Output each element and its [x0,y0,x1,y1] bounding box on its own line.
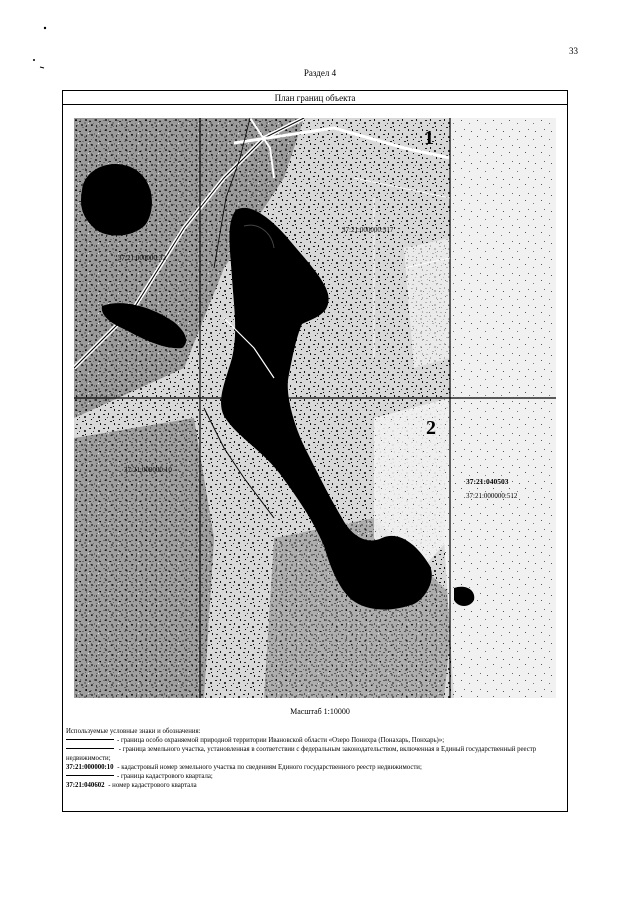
scale-label: Масштаб 1:10000 [290,707,350,716]
cadastral-label-10: 37:21:000000:10 [124,466,172,474]
legend-item-quarter-number [66,781,566,790]
cadastral-quarter-label: 37:21:040503 [466,477,509,486]
legend-item-cadastral-number [66,763,566,772]
legend-item-protected-area [66,736,566,745]
legend-line-quarter [66,775,114,776]
map-number-2: 2 [426,417,436,439]
legend [66,727,566,790]
legend-text: - кадастровый номер земельного участка по сведениям Единого государственного реестр недвижимости; [117,764,422,771]
legend-text: - граница особо охраняемой природной территории Ивановской области «Озеро Понихра (Понахарь, Понхарь)»; [117,737,445,744]
legend-title: Используемые условные знаки и обозначения: [66,728,201,735]
legend-line-thin [66,748,114,749]
legend-line-solid [66,739,114,740]
boundary-map [74,118,556,698]
legend-item-land-plot [66,745,566,763]
lake-small [81,164,152,236]
legend-text: - граница кадастрового квартала; [117,773,213,780]
cadastral-label-517: 37:21:000000:517 [342,226,394,234]
legend-item-quarter-boundary [66,772,566,781]
cadastral-label-512: 37:21:000000:512 [466,492,518,500]
frame-title: План границ объекта [62,91,568,105]
cadastral-label-32: 37:21:000000:32 [118,254,166,262]
section-title: Раздел 4 [303,68,337,78]
legend-text: - номер кадастрового квартала [108,782,197,789]
legend-code: 37:21:000000:10 [66,764,114,771]
legend-code: 37:21:040602 [66,782,105,789]
map-number-1: 1 [424,127,434,149]
legend-text: - граница земельного участка, установленная в соответствии с федеральным законодательством, включенная в Единый государственный реестр недвижимости; [66,746,537,762]
page-number: 33 [569,46,578,56]
